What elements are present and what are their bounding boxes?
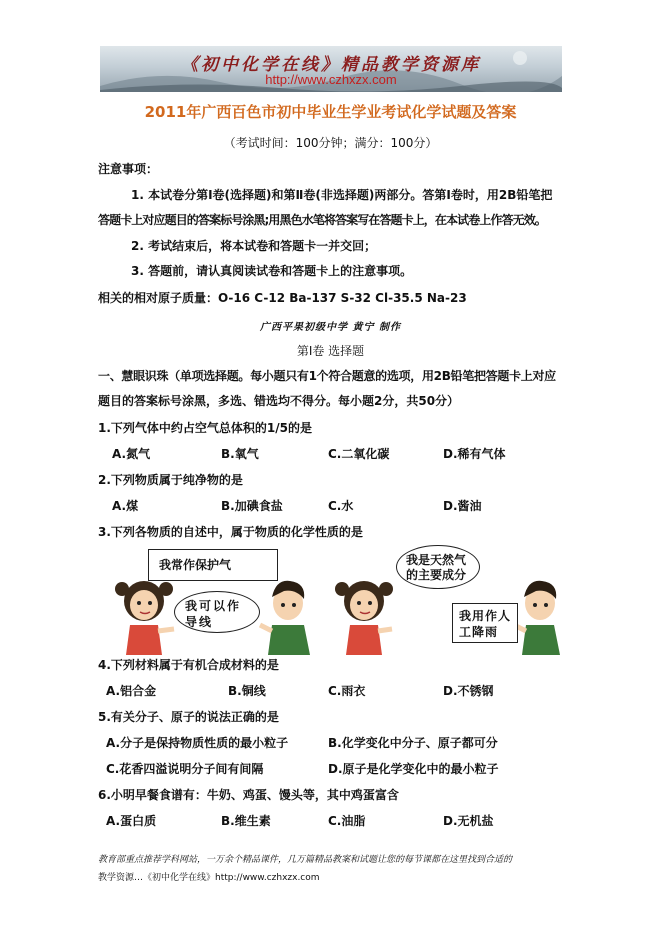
section-intro-line2: 题目的答案标号涂黑，多选、错选均不得分。每小题2分，共50分） — [98, 394, 460, 408]
document-title: 2011年广西百色市初中毕业生学业考试化学试题及答案 — [144, 103, 517, 121]
girl-figure-2 — [335, 581, 393, 655]
banner-url[interactable]: http://www.czhxzx.com — [265, 72, 397, 87]
question-6-stem: 6.小明早餐食谱有：牛奶、鸡蛋、馒头等，其中鸡蛋富含 — [98, 788, 399, 802]
speech-bubble-3: 我是天然气的主要成分 — [396, 545, 480, 589]
atomic-masses: 相关的相对原子质量：O-16 C-12 Ba-137 S-32 Cl-35.5 Na-23 — [98, 291, 467, 305]
note-item-2: 2. 考试结束后，将本试卷和答题卡一并交回； — [131, 239, 377, 253]
q2-option-c[interactable]: C.水 — [328, 499, 354, 513]
q4-option-b[interactable]: B.铜线 — [228, 684, 266, 698]
question-5-stem: 5.有关分子、原子的说法正确的是 — [98, 710, 279, 724]
banner-title: 《初中化学在线》精品教学资源库 — [181, 55, 481, 75]
question-3-figure — [100, 545, 560, 655]
q6-option-c[interactable]: C.油脂 — [328, 814, 366, 828]
q5-option-a[interactable]: A.分子是保持物质性质的最小粒子 — [106, 736, 289, 750]
q1-option-b[interactable]: B.氧气 — [221, 447, 259, 461]
q2-option-b[interactable]: B.加碘食盐 — [221, 499, 283, 513]
section-intro-line1: 一、慧眼识珠（单项选择题。每小题只有1个符合题意的选项，用2B铅笔把答题卡上对应 — [98, 369, 556, 383]
note-item-3: 3. 答题前，请认真阅读试卷和答题卡上的注意事项。 — [131, 264, 413, 278]
girl-figure-1 — [115, 581, 174, 655]
note-item-1b: 答题卡上对应题目的答案标号涂黑;用黑色水笔将答案写在答题卡上，在本试卷上作答无效。 — [98, 213, 546, 227]
q5-option-b[interactable]: B.化学变化中分子、原子都可分 — [328, 736, 498, 750]
q4-option-c[interactable]: C.雨衣 — [328, 684, 366, 698]
question-3-stem: 3.下列各物质的自述中，属于物质的化学性质的是 — [98, 525, 363, 539]
q4-option-a[interactable]: A.铝合金 — [106, 684, 157, 698]
question-2-stem: 2.下列物质属于纯净物的是 — [98, 473, 243, 487]
speech-bubble-1: 我常作保护气 — [148, 549, 278, 581]
q1-option-c[interactable]: C.二氧化碳 — [328, 447, 390, 461]
q1-option-a[interactable]: A.氮气 — [112, 447, 151, 461]
boy-figure-2 — [514, 581, 560, 655]
part-title: 第Ⅰ卷 选择题 — [296, 344, 365, 358]
q1-option-d[interactable]: D.稀有气体 — [443, 447, 506, 461]
exam-info: （考试时间：100分钟；满分：100分） — [223, 136, 438, 150]
q5-option-d[interactable]: D.原子是化学变化中的最小粒子 — [328, 762, 499, 776]
q6-option-d[interactable]: D.无机盐 — [443, 814, 494, 828]
speech-bubble-2: 我可以作导线 — [174, 591, 260, 633]
author-credit: 广西平果初级中学 黄宁 制作 — [260, 322, 401, 333]
footer-line-2[interactable]: 教学资源…《初中化学在线》http://www.czhxzx.com — [98, 873, 320, 883]
question-4-stem: 4.下列材料属于有机合成材料的是 — [98, 658, 279, 672]
boy-figure-1 — [260, 581, 310, 655]
speech-bubble-4: 我用作人工降雨 — [452, 603, 518, 643]
footer-line-1: 教育部重点推荐学科网站，一万余个精品课件，几万篇精品教案和试题让您的每节课都在这里找到合适的 — [98, 855, 513, 865]
notes-heading: 注意事项： — [98, 162, 159, 176]
q5-option-c[interactable]: C.花香四溢说明分子间有间隔 — [106, 762, 264, 776]
q2-option-a[interactable]: A.煤 — [112, 499, 139, 513]
note-item-1a: 1. 本试卷分第Ⅰ卷(选择题)和第Ⅱ卷(非选择题)两部分。答第Ⅰ卷时，用2B铅笔把 — [131, 188, 553, 202]
question-1-stem: 1.下列气体中约占空气总体积的1/5的是 — [98, 421, 312, 435]
q4-option-d[interactable]: D.不锈钢 — [443, 684, 494, 698]
q6-option-a[interactable]: A.蛋白质 — [106, 814, 157, 828]
header-banner — [100, 46, 562, 92]
q2-option-d[interactable]: D.酱油 — [443, 499, 482, 513]
q6-option-b[interactable]: B.维生素 — [221, 814, 271, 828]
